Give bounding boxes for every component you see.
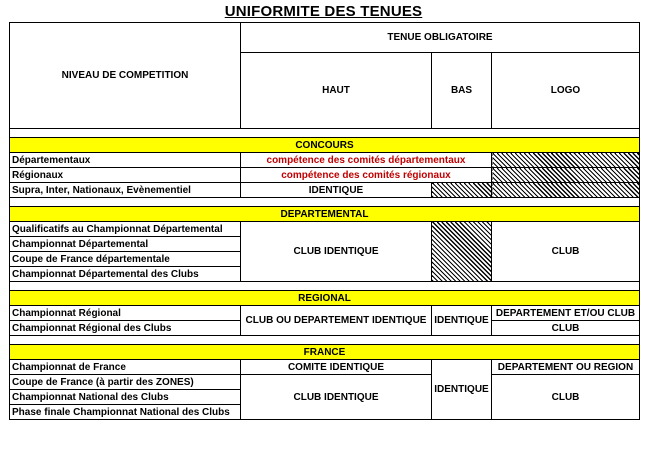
header-niveau: NIVEAU DE COMPETITION xyxy=(10,23,241,129)
logo-cell: DEPARTEMENT OU REGION xyxy=(492,360,640,375)
level-cell: Coupe de France (à partir des ZONES) xyxy=(10,375,241,390)
hatched-cell xyxy=(432,222,492,282)
level-cell: Championnat de France xyxy=(10,360,241,375)
level-cell: Qualificatifs au Championnat Départemental xyxy=(10,222,241,237)
header-logo: LOGO xyxy=(492,53,640,129)
level-cell: Championnat Régional xyxy=(10,306,241,321)
level-cell: Coupe de France départementale xyxy=(10,252,241,267)
header-bas: BAS xyxy=(432,53,492,129)
bas-cell: IDENTIQUE xyxy=(432,360,492,420)
section-title: FRANCE xyxy=(10,345,640,360)
table-row xyxy=(10,360,640,375)
table-row xyxy=(10,168,640,183)
table-row xyxy=(10,222,640,237)
table-row xyxy=(10,183,640,198)
logo-cell: CLUB xyxy=(492,375,640,420)
section-title: REGIONAL xyxy=(10,291,640,306)
page-title: UNIFORMITE DES TENUES xyxy=(224,3,423,20)
level-cell: Phase finale Championnat National des Clubs xyxy=(10,405,241,420)
logo-cell: CLUB xyxy=(492,321,640,336)
header-row-top xyxy=(10,23,640,53)
header-haut: HAUT xyxy=(241,53,432,129)
haut-cell: COMITE IDENTIQUE xyxy=(241,360,432,375)
header-tenue: TENUE OBLIGATOIRE xyxy=(241,23,640,53)
spacer-row xyxy=(10,282,640,291)
hatched-cell xyxy=(492,153,640,168)
level-cell: Départementaux xyxy=(10,153,241,168)
spacer-row xyxy=(10,336,640,345)
haut-cell: IDENTIQUE xyxy=(241,183,432,198)
hatched-cell xyxy=(432,183,492,198)
logo-cell: CLUB xyxy=(492,222,640,282)
table-row xyxy=(10,153,640,168)
level-cell: Régionaux xyxy=(10,168,241,183)
section-departemental xyxy=(10,207,640,222)
hatched-cell xyxy=(492,183,640,198)
level-cell: Championnat National des Clubs xyxy=(10,390,241,405)
level-cell: Supra, Inter, Nationaux, Evènementiel xyxy=(10,183,241,198)
table-row xyxy=(10,306,640,321)
spacer-row xyxy=(10,129,640,138)
table-row xyxy=(10,375,640,390)
logo-cell: DEPARTEMENT ET/OU CLUB xyxy=(492,306,640,321)
level-cell: Championnat Départemental des Clubs xyxy=(10,267,241,282)
section-france xyxy=(10,345,640,360)
hatched-cell xyxy=(492,168,640,183)
haut-cell: CLUB OU DEPARTEMENT IDENTIQUE xyxy=(241,306,432,336)
tenue-cell: compétence des comités régionaux xyxy=(241,168,492,183)
section-regional xyxy=(10,291,640,306)
tenue-cell: compétence des comités départementaux xyxy=(241,153,492,168)
level-cell: Championnat Départemental xyxy=(10,237,241,252)
haut-cell: CLUB IDENTIQUE xyxy=(241,375,432,420)
spacer-row xyxy=(10,198,640,207)
uniform-table xyxy=(9,22,640,420)
haut-cell: CLUB IDENTIQUE xyxy=(241,222,432,282)
bas-cell: IDENTIQUE xyxy=(432,306,492,336)
section-title: DEPARTEMENTAL xyxy=(10,207,640,222)
level-cell: Championnat Régional des Clubs xyxy=(10,321,241,336)
section-title: CONCOURS xyxy=(10,138,640,153)
section-concours xyxy=(10,138,640,153)
